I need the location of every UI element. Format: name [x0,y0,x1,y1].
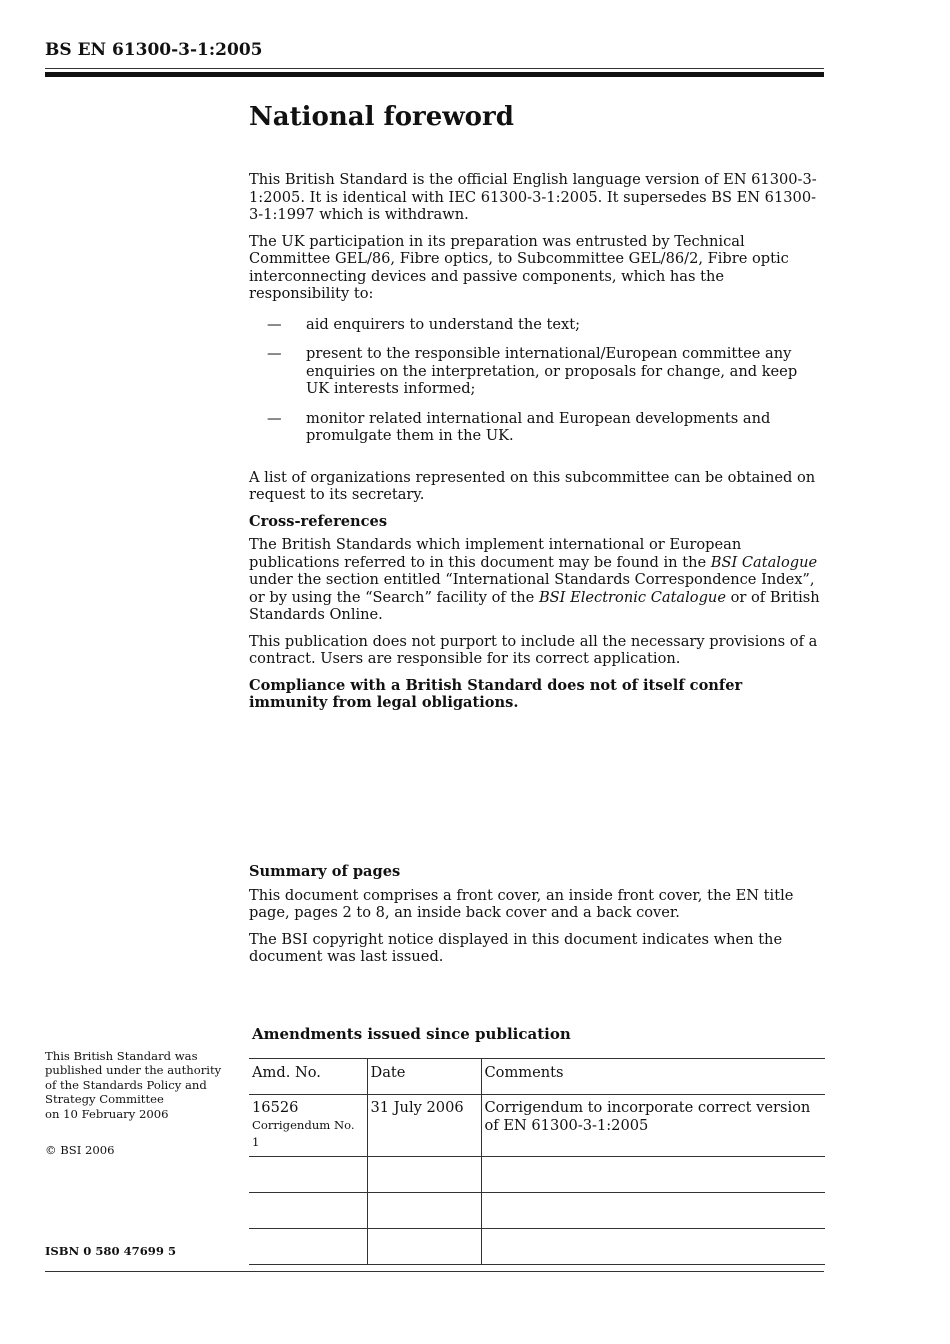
bsi-catalogue-title: BSI Catalogue [710,553,818,571]
amendments-table [249,1058,825,1265]
compliance-statement: Compliance with a British Standard does not of itself confer immunity from legal obligations. [249,676,743,711]
foreword-body [249,100,824,721]
table-row [249,1192,825,1228]
crossref-heading: Cross-references [249,512,388,530]
empty-cell [367,1192,481,1228]
table-row [249,1228,825,1264]
publication-note-line: This British Standard was [45,1049,198,1063]
publication-note-line: of the Standards Policy and [45,1077,207,1092]
crossref-text-a: The British Standards which implement international or European publications referred to in this document may be found in the [249,536,742,571]
table-row [249,1156,825,1192]
contract-paragraph: This publication does not purport to include all the necessary provisions of a contract. Users are responsible for its correct application. [249,632,818,667]
organizations-paragraph: A list of organizations represented on this subcommittee can be obtained on request to its secretary. [249,468,816,503]
empty-cell [481,1228,825,1264]
list-item [249,316,824,334]
table-row [249,1095,825,1157]
publication-note-line: Strategy Committee [45,1092,164,1107]
amendments-title: Amendments issued since publication [252,1025,571,1043]
committee-paragraph: The UK participation in its preparation was entrusted by Technical Committee GEL/86, Fibre optics, to Subcommittee GEL/86/2, Fibre optic interconnecting devices and passive components, which has the responsibility to: [249,232,789,302]
list-item [249,345,824,398]
dash-bullet: — [267,345,282,362]
empty-cell [367,1228,481,1264]
comments-cell: Corrigendum to incorporate correct version of EN 61300-3-1:2005 [481,1095,825,1157]
amd-subtitle: Corrigendum No. 1 [252,1117,355,1149]
empty-cell [249,1192,367,1228]
column-header-amd-no: Amd. No. [249,1059,367,1095]
list-item-text: aid enquirers to understand the text; [306,315,581,333]
dash-bullet: — [267,315,282,333]
publication-note-line: on 10 February 2006 [45,1106,169,1121]
amd-no-cell [249,1095,367,1157]
header-rule-thick [45,72,824,77]
copyright: © BSI 2006 [45,1143,115,1157]
copyright-notice-paragraph: The BSI copyright notice displayed in this document indicates when the document was last issued. [249,930,783,965]
publication-note-line: published under the authority [45,1063,222,1078]
document-code: BS EN 61300-3-1:2005 [45,40,263,60]
column-header-comments: Comments [481,1059,825,1095]
crossref-paragraph [249,536,824,624]
empty-cell [481,1192,825,1228]
summary-paragraph: This document comprises a front cover, an inside front cover, the EN title page, pages 2 to 8, an inside back cover and a back cover. [249,886,794,921]
bsi-electronic-catalogue-title: BSI Electronic Catalogue [538,588,726,606]
empty-cell [249,1156,367,1192]
summary-section [249,863,824,975]
publication-note [45,1049,235,1121]
page-title: National foreword [249,102,514,132]
list-item-text: monitor related international and European developments and promulgate them in the UK. [306,409,771,444]
crossref-text-b: under the section entitled “International Standards Correspondence Index”, or by using the “Search” facility of the [249,571,815,606]
isbn: ISBN 0 580 47699 5 [45,1244,177,1258]
table-header-row [249,1059,825,1095]
empty-cell [367,1156,481,1192]
summary-heading: Summary of pages [249,863,401,880]
empty-cell [249,1228,367,1264]
dash-bullet: — [267,409,282,427]
header-rule-thin [45,68,824,69]
column-header-date: Date [367,1059,481,1095]
responsibility-list [249,316,824,445]
list-item-text: present to the responsible international/European committee any enquiries on the interpretation, or proposals for change, and keep UK interests informed; [306,345,798,397]
amd-no: 16526 [252,1099,299,1116]
footer-rule [45,1271,824,1272]
list-item [249,410,824,445]
empty-cell [481,1156,825,1192]
intro-paragraph: This British Standard is the official English language version of EN 61300-3-1:2005. It is identical with IEC 61300-3-1:2005. It supersedes BS EN 61300-3-1:1997 which is withdrawn. [249,171,817,223]
crossref-text-c: or of British Standards Online. [249,588,820,623]
date-cell: 31 July 2006 [367,1095,481,1157]
